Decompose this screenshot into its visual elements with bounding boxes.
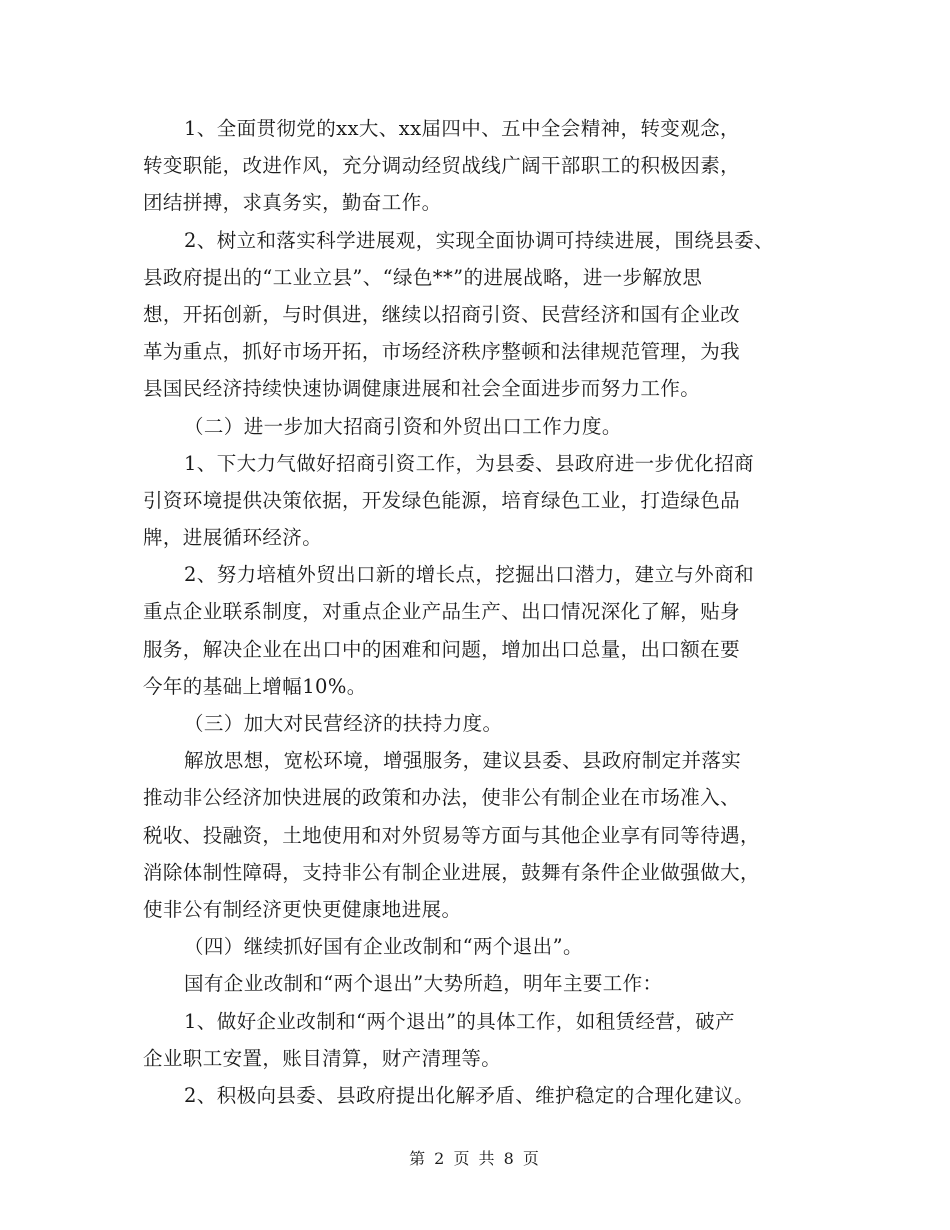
text-line: 牌，进展循环经济。 [143, 526, 323, 550]
text-line: 国有企业改制和“两个退出”大势所趋，明年主要工作： [184, 972, 663, 996]
text-line: 消除体制性障碍，支持非公有制企业进展，鼓舞有条件企业做强做大， [143, 860, 760, 884]
document-body [143, 110, 833, 1114]
text-line: 1、全面贯彻党的xx大、xx届四中、五中全会精神，转变观念， [184, 117, 740, 140]
text-line: 2、积极向县委、县政府提出化解矛盾、维护稳定的合理化建议。 [184, 1083, 755, 1107]
text-line: 县政府提出的“工业立县”、“绿色**”的进展战略，进一步解放思 [143, 265, 703, 289]
text-line: 推动非公经济加快进展的政策和办法，使非公有制企业在市场准入、 [143, 786, 741, 810]
text-line: 团结拼搏，求真务实，勤奋工作。 [143, 191, 442, 215]
text-line: 使非公有制经济更快更健康地进展。 [143, 897, 462, 921]
text-line: 转变职能，改进作风，充分调动经贸战线广阔干部职工的积极因素， [143, 154, 741, 178]
text-line: 今年的基础上增幅10%。 [143, 674, 367, 698]
text-line: 2、努力培植外贸出口新的增长点，挖掘出口潜力，建立与外商和 [184, 563, 755, 587]
text-line: （四）继续抓好国有企业改制和“两个退出”。 [184, 935, 583, 959]
text-line: 引资环境提供决策依据，开发绿色能源，培育绿色工业，打造绿色品 [143, 488, 741, 512]
text-line: 县国民经济持续快速协调健康进展和社会全面进步而努力工作。 [143, 377, 701, 401]
text-line: 重点企业联系制度，对重点企业产品生产、出口情况深化了解，贴身 [143, 600, 741, 624]
text-line: 税收、投融资，土地使用和对外贸易等方面与其他企业享有同等待遇， [143, 823, 760, 847]
text-line: 想，开拓创新，与时俱进，继续以招商引资、民营经济和国有企业改 [143, 302, 741, 326]
text-line: 2、树立和落实科学进展观，实现全面协调可持续进展，围绕县委、 [184, 228, 774, 252]
text-line: 革为重点，抓好市场开拓，市场经济秩序整顿和法律规范管理，为我 [143, 340, 741, 364]
text-line: 1、做好企业改制和“两个退出”的具体工作，如租赁经营，破产 [184, 1009, 735, 1033]
text-line: 1、下大力气做好招商引资工作，为县委、县政府进一步优化招商 [184, 451, 755, 475]
text-line: 解放思想，宽松环境，增强服务，建议县委、县政府制定并落实 [184, 749, 742, 773]
text-line: 企业职工安置，账目清算，财产清理等。 [143, 1046, 502, 1070]
page-footer: 第 2 页 共 8 页 [409, 1149, 541, 1168]
text-line: （三）加大对民营经济的扶持力度。 [184, 712, 503, 735]
text-line: 服务，解决企业在出口中的困难和问题，增加出口总量，出口额在要 [143, 637, 741, 661]
text-line: （二）进一步加大招商引资和外贸出口工作力度。 [184, 414, 622, 438]
